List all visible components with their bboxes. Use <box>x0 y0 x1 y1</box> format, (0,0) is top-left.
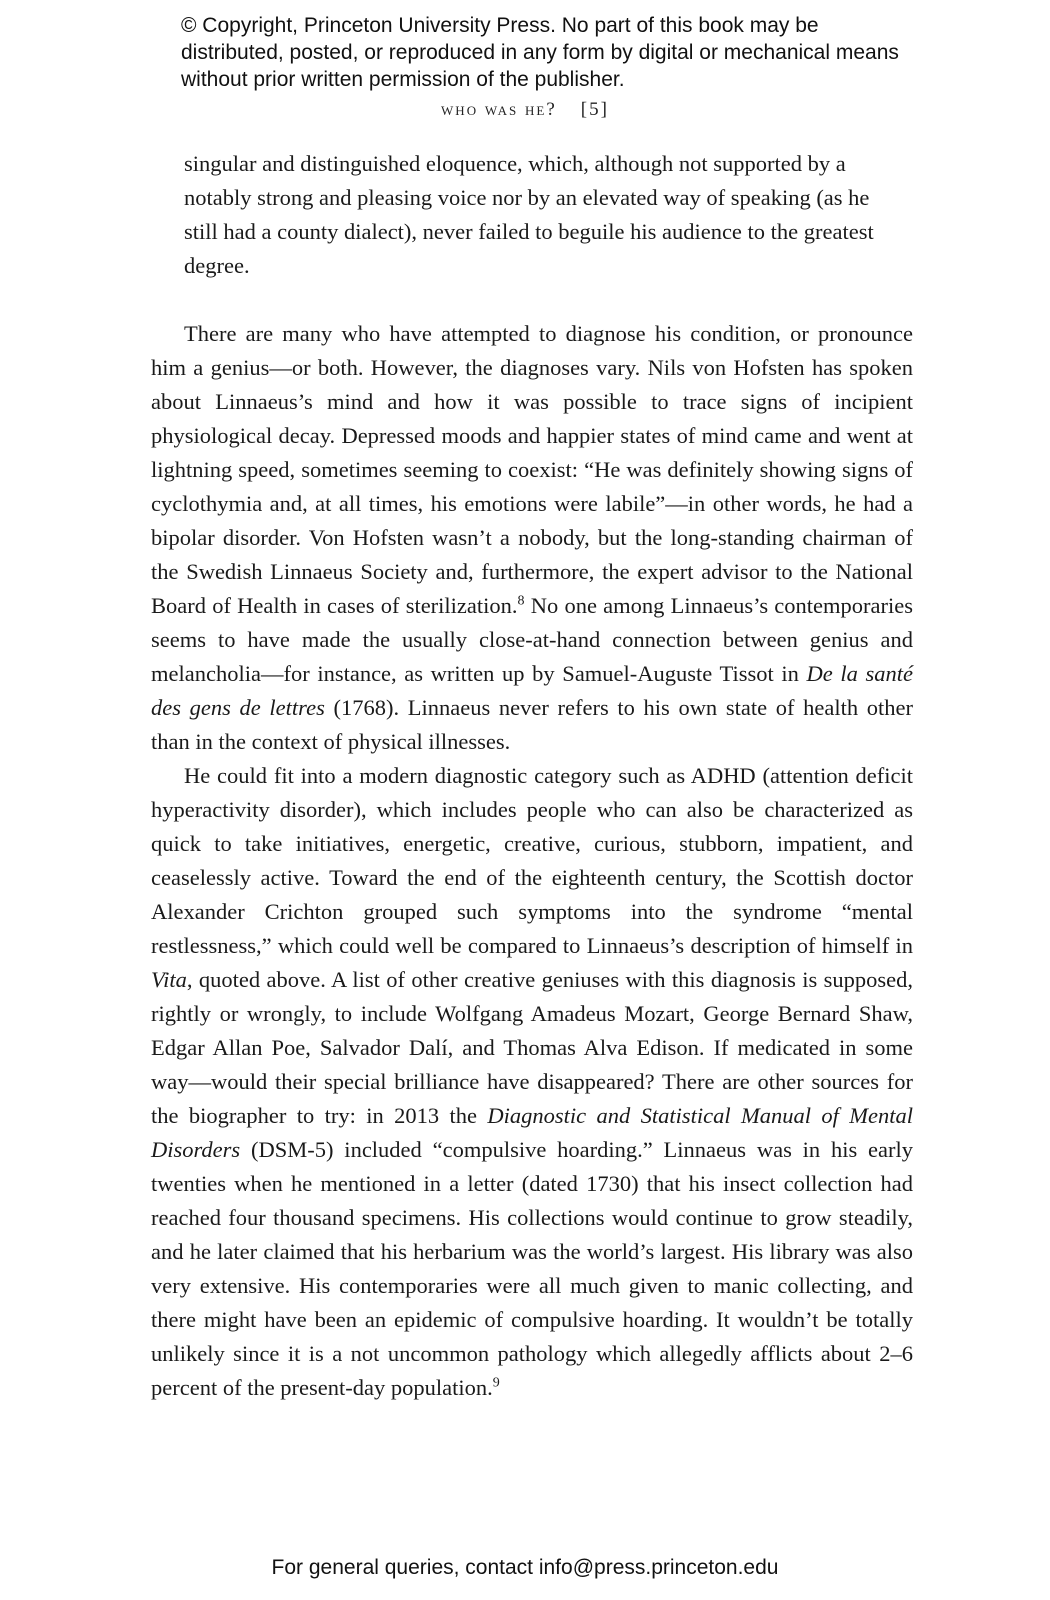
italic-title: De la santé des gens de lettres <box>151 661 913 720</box>
paragraph <box>151 759 913 1405</box>
paragraph-text: , quoted above. A list of other creative geniuses with this diagnosis is supposed, rightly or wrongly, to include Wolfgang Amadeus Mozart, George Bernard Shaw, Edgar Allan Poe, Salvador Dalí, and Thomas Alva Edison. If medicated in some way—would their special brilliance have disappeared? There are other sources for the biographer to try: in 2013 the <box>151 967 913 1128</box>
paragraph-text: There are many who have attempted to diagnose his condition, or pronounce him a genius—or both. However, the diagnoses vary. Nils von Hofsten has spoken about Linnaeus’s mind and how it was possible to trace signs of incipient physiological decay. Depressed moods and happier states of mind came and went at lightning speed, sometimes seeming to coexist: “He was definitely showing signs of cyclothymia and, at all times, his emotions were labile”—in other words, he had a bipolar disorder. Von Hofsten wasn’t a nobody, but the long-standing chairman of the Swedish Linnaeus Society and, furthermore, the expert advisor to the National Board of Health in cases of sterilization. <box>151 321 913 618</box>
italic-title: Vita <box>151 967 187 992</box>
italic-title: Diagnostic and Statistical Manual of Mental Disorders <box>151 1103 913 1162</box>
page-number: [5] <box>580 99 609 120</box>
block-quote: singular and distinguished eloquence, which, although not supported by a notably strong and pleasing voice nor by an elevated way of speaking (as he still had a county dialect), never failed to beguile his audience to the greatest degree. <box>184 151 874 278</box>
paragraph-text: He could fit into a modern diagnostic category such as ADHD (attention deficit hyperactivity disorder), which includes people who can also be characterized as quick to take initiatives, energetic, creative, curious, stubborn, impatient, and ceaselessly active. Toward the end of the eighteenth century, the Scottish doctor Alexander Crichton grouped such symptoms into the syndrome “mental restlessness,” which could well be compared to Linnaeus’s description of himself in <box>151 763 913 958</box>
paragraph-text: (1768). Linnaeus never refers to his own state of health other than in the context of physical illnesses. <box>151 695 913 754</box>
main-text <box>151 317 913 1405</box>
running-head <box>0 99 1050 121</box>
footnote-marker: 9 <box>492 1375 500 1391</box>
copyright-notice: © Copyright, Princeton University Press. No part of this book may be distributed, posted, or reproduced in any form by digital or mechanical means without prior written permission of the publisher. <box>181 14 899 91</box>
running-title: who was he? <box>441 99 557 120</box>
footnote-marker: 8 <box>517 593 525 609</box>
paragraph-text: (DSM-5) included “compulsive hoarding.” Linnaeus was in his early twenties when he mentioned in a letter (dated 1730) that his insect collection had reached four thousand specimens. His collections would continue to grow steadily, and he later claimed that his herbarium was the world’s largest. His library was also very extensive. His contemporaries were all much given to manic collecting, and there might have been an epidemic of compulsive hoarding. It wouldn’t be totally unlikely since it is a not uncommon pathology which allegedly afflicts about 2–6 percent of the present-day population. <box>151 1137 913 1400</box>
paragraph <box>151 317 913 759</box>
paragraph-text: No one among Linnaeus’s contemporaries seems to have made the usually close-at-hand connection between genius and melancholia—for instance, as written up by Samuel-Auguste Tissot in <box>151 593 913 686</box>
footer-contact: For general queries, contact info@press.princeton.edu <box>271 1556 779 1579</box>
